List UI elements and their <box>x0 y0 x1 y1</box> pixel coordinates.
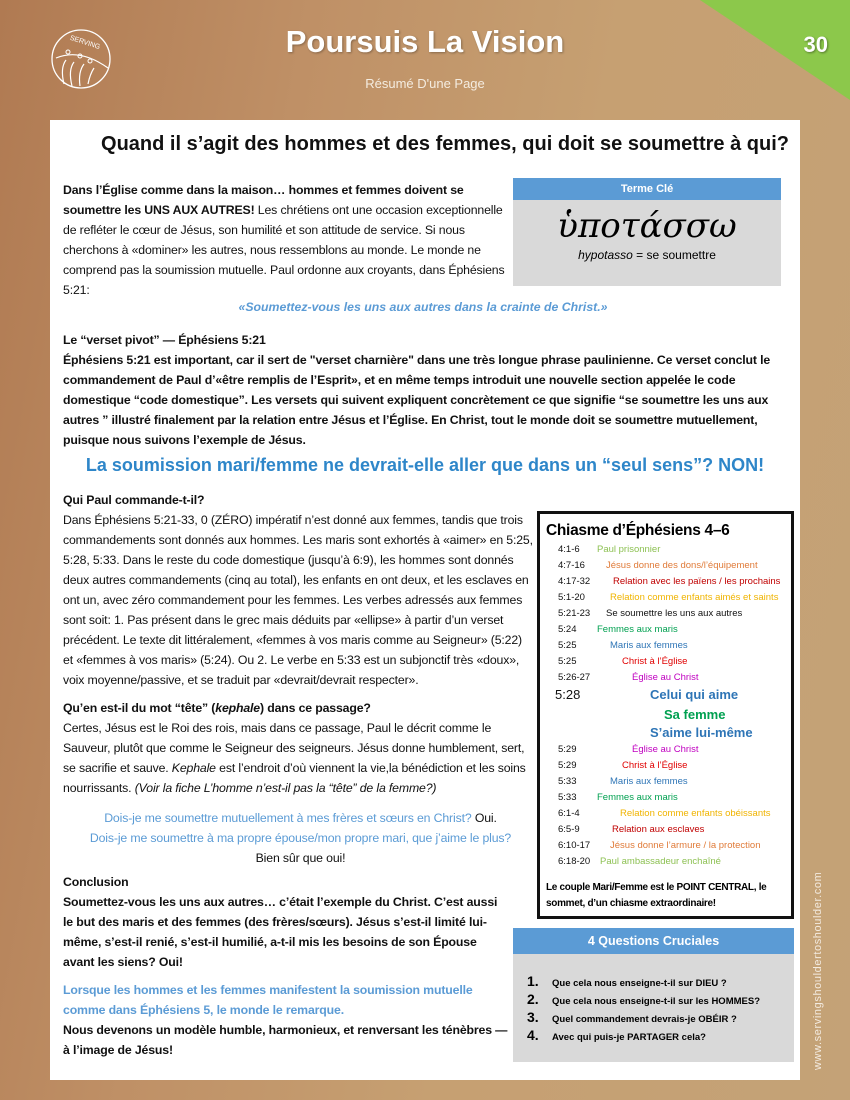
question-item <box>513 972 794 990</box>
tete-text-i: Kephale <box>171 761 216 775</box>
chiasm-text: Maris aux femmes <box>610 640 688 651</box>
conclusion-blue: Lorsque les hommes et les femmes manifestent la soumission mutuelle comme dans Éphésiens 5, le monde le remarque. <box>63 983 473 1017</box>
key-term-header: Terme Clé <box>513 178 781 200</box>
chiasm-text: Église au Christ <box>632 672 699 683</box>
tete-section <box>63 698 538 798</box>
question-item <box>513 1008 794 1026</box>
question-b: DIEU <box>695 978 719 989</box>
dois-q1: Dois-je me soumettre mutuellement à mes frères et sœurs en Christ? <box>104 811 472 825</box>
chiasm-text: Jésus donne l’armure / la protection <box>610 840 761 851</box>
question-c: ? <box>718 978 727 989</box>
question-a: Avec qui puis-je <box>552 1032 628 1043</box>
tete-title-a: Qu’en est-il du mot “tête” ( <box>63 701 216 715</box>
question-c: ? <box>728 1014 737 1025</box>
tete-title-i: kephale <box>215 701 260 715</box>
question-b: HOMMES <box>711 996 755 1007</box>
chiasm-text: Paul ambassadeur enchaîné <box>600 856 721 867</box>
question-n: 1. <box>527 973 539 989</box>
chiasm-ref: 5:25 <box>558 640 577 651</box>
chiasm-ref: 6:18-20 <box>558 856 591 867</box>
question-b: PARTAGER <box>627 1032 680 1043</box>
chiasm-ref: 5:33 <box>558 776 577 787</box>
chiasm-ref: 5:33 <box>558 792 577 803</box>
dois-a1: Oui. <box>471 811 497 825</box>
chiasm-text: Femmes aux maris <box>597 624 678 635</box>
chiasm-text: Église au Christ <box>632 744 699 755</box>
page-title: Poursuis La Vision <box>285 24 565 59</box>
conclusion-title: Conclusion <box>63 875 129 889</box>
chiasm-text: Sa femme <box>664 707 726 722</box>
chiasm-text: Maris aux femmes <box>610 776 688 787</box>
pivot-title: Le “verset pivot” — Éphésiens 5:21 <box>63 333 266 347</box>
question-n: 2. <box>527 991 539 1007</box>
question-c: ? <box>754 996 760 1007</box>
chiasm-ref: 5:26-27 <box>558 672 591 683</box>
chiasm-text: Christ à l’Église <box>622 656 688 667</box>
question-item <box>513 1026 794 1044</box>
intro-bold: Dans l’Église comme dans la maison… hommes et femmes doivent se soumettre les UNS AUX AUTRES! <box>63 183 464 217</box>
main-question: Quand il s’agit des hommes et des femmes, qui doit se soumettre à qui? <box>101 133 789 155</box>
chiasm-ref: 5:29 <box>558 744 577 755</box>
section-heading: La soumission mari/femme ne devrait-elle aller que dans un “seul sens”? NON! <box>85 455 765 475</box>
key-term-box <box>513 178 781 286</box>
chiasm-text: Relation avec les païens / les prochains <box>613 576 781 587</box>
tete-text-a: Certes, Jésus est le Roi des rois, mais dans ce passage, Paul le décrit comme le Sauveur, plutôt que comme le Seigneur des seigneurs. Jésus donne humblement, sert, se sacrifie et sauve. <box>63 721 525 775</box>
dois-a2: Bien sûr que oui! <box>255 851 346 865</box>
chiasm-text: Celui qui aime <box>650 687 739 702</box>
question-a: Quel commandement devrais-je <box>552 1014 699 1025</box>
question-n: 4. <box>527 1027 539 1043</box>
chiasm-ref: 6:1-4 <box>558 808 580 819</box>
qui-title: Qui Paul commande-t-il? <box>63 493 205 507</box>
chiasm-text: Jésus donne des dons/l’équipement <box>606 560 758 571</box>
question-b: OBÉIR <box>698 1014 729 1025</box>
tete-title <box>63 698 538 718</box>
chiasm-text: Se soumettre les uns aux autres <box>606 608 743 619</box>
chiasm-text: Relation aux esclaves <box>612 824 705 835</box>
conclusion-final: Nous devenons un modèle humble, harmonieux, et renversant les ténèbres — à l’image de Jésus! <box>63 1023 508 1057</box>
dois-questions <box>63 808 538 868</box>
chiasm-title: Chiasme d’Éphésiens 4–6 <box>546 522 730 539</box>
tete-text <box>63 718 538 798</box>
qui-text: Dans Éphésiens 5:21-33, 0 (ZÉRO) impératif n’est donné aux femmes, tandis que trois commandements sont donnés aux hommes. Les maris sont exhortés à «aimer» en 5:25, 5:28, 5:33. Dans le reste du code domestique (jusqu’à 6:9), les hommes sont donnés deux autres commandements (cinq au total), les enfants en ont deux, et les esclaves en ont un, avec zéro commandement pour les femmes. Les verbes adressés aux femmes sont soit: 1. Pas présent dans le grec mais déduits par «ellipse» à partir d’un verset précédent. Le texte dit littéralement, «femmes à vos maris comme au Seigneur» (5:22) et «femmes à vos maris» (5:24). Ou 2. Le verbe en 5:33 est un subjonctif très «doux», voix moyenne/passive, et se traduit par «devrait/devrait respecter». <box>63 513 533 687</box>
chiasm-text: Relation comme enfants aimés et saints <box>610 592 779 603</box>
tete-title-b: ) dans ce passage? <box>260 701 371 715</box>
logo-text: SERVING <box>68 34 101 52</box>
website-watermark: www.servingshouldertoshoulder.com <box>812 871 824 1070</box>
chiasm-text: Paul prisonnier <box>597 544 661 555</box>
translit: hypotasso <box>578 248 633 262</box>
chiasm-ref: 6:10-17 <box>558 840 591 851</box>
chiasm-text: S’aime lui-même <box>650 725 753 740</box>
chiasm-box <box>537 511 794 919</box>
chiasm-ref: 5:28 <box>555 687 581 702</box>
question-n: 3. <box>527 1009 539 1025</box>
chiasm-ref: 5:25 <box>558 656 577 667</box>
chiasm-ref: 4:1-6 <box>558 544 580 555</box>
conclusion-section <box>63 872 508 972</box>
chiasm-ref: 6:5-9 <box>558 824 580 835</box>
translation <box>513 248 781 262</box>
chiasm-text: Christ à l’Église <box>622 760 688 771</box>
chiasm-ref: 4:17-32 <box>558 576 591 587</box>
chiasm-footer: Le couple Mari/Femme est le POINT CENTRAL, le sommet, d’un chiasme extraordinaire! <box>546 882 767 909</box>
greek-word: ὑποτάσσω <box>557 206 737 246</box>
chiasm-ref: 5:24 <box>558 624 577 635</box>
chiasm-ref: 5:21-23 <box>558 608 591 619</box>
question-c: cela? <box>679 1032 706 1043</box>
conclusion-callout <box>63 980 508 1060</box>
tete-note: (Voir la fiche L’homme n’est-il pas la “tête” de la femme?) <box>134 781 437 795</box>
pivot-section <box>63 330 788 450</box>
conclusion-text: Soumettez-vous les uns aux autres… c’était l’exemple du Christ. C’est aussi le but des maris et des femmes (des frères/sœurs). Jésus s’est-il limité lui-même, s’est-il renié, s’est-il humilié, a-t-il mis les besoins de son Épouse avant les siens? Oui! <box>63 895 498 969</box>
question-a: Que cela nous enseigne-t-il sur <box>552 978 696 989</box>
pivot-text: Éphésiens 5:21 est important, car il sert de "verset charnière" dans une très longue phrase paulinienne. Ce verset conclut le commandement de Paul d’«être remplis de l’Esprit», et en même temps introduit une nouvelle section appelée le code domestique “code domestique”. Les versets qui suivent expliquent concrètement ce que signifie “se soumettre les uns aux autres ” illustré finalement par la relation entre Jésus et l’Église. En Christ, tout le monde doit se soumettre mutuellement, puisque nous suivons l’exemple de Jésus. <box>63 353 771 447</box>
dois-q2: Dois-je me soumettre à ma propre épouse/mon propre mari, que j’aime le plus? <box>89 831 512 845</box>
intro-paragraph <box>63 180 510 300</box>
page-subtitle: Résumé D'une Page <box>365 76 485 91</box>
chiasm-ref: 5:29 <box>558 760 577 771</box>
chiasm-text: Relation comme enfants obéissants <box>620 808 771 819</box>
chiasm-ref: 4:7-16 <box>558 560 585 571</box>
chiasm-ref: 5:1-20 <box>558 592 585 603</box>
chiasm-text: Femmes aux maris <box>597 792 678 803</box>
tete-text-b: est l’endroit d’où viennent la vie,la bénédiction et les soins nourrissants. <box>63 761 526 795</box>
question-item <box>513 990 794 1008</box>
qui-section <box>63 490 533 690</box>
intro-text: Les chrétiens ont une occasion exceptionnelle de refléter le cœur de Jésus, son humilité et son attitude de service. Si nous cherchons à «dominer» les autres, nous ressemblons au monde. Le monde ne comprend pas la soumission mutuelle. Paul ordonne aux croyants, dans Éphésiens 5:21: <box>63 203 505 297</box>
crucial-questions-box <box>513 928 794 1062</box>
questions-header: 4 Questions Cruciales <box>513 928 794 954</box>
translation-text: = se soumettre <box>632 248 716 262</box>
page-number: 30 <box>803 32 828 57</box>
scripture-quote: «Soumettez-vous les uns aux autres dans la crainte de Christ.» <box>238 300 608 314</box>
question-a: Que cela nous enseigne-t-il sur les <box>552 996 712 1007</box>
